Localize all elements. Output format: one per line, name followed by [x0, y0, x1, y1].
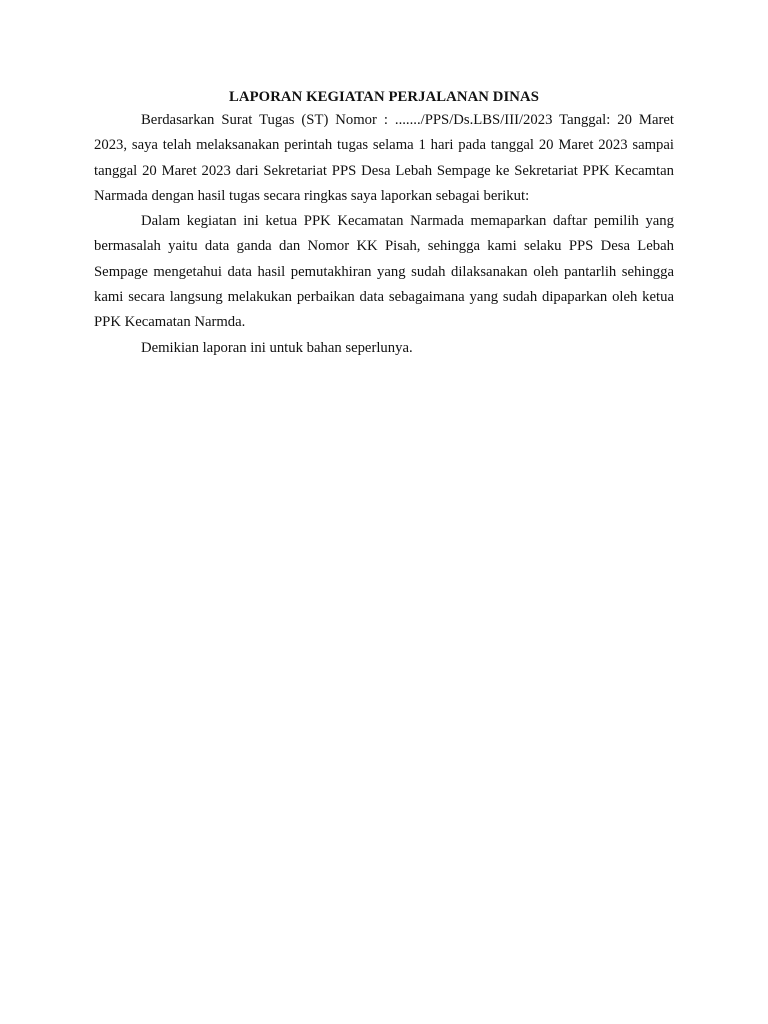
paragraph-penutup: Demikian laporan ini untuk bahan seperlunya.: [141, 339, 413, 356]
paragraph-kegiatan: Dalam kegiatan ini ketua PPK Kecamatan Narmada memaparkan daftar pemilih yang bermasalah yaitu data ganda dan Nomor KK Pisah, sehingga kami selaku PPS Desa Lebah Sempage mengetahui data hasil pemutakhiran yang sudah dilaksanakan oleh pantarlih sehingga kami secara langsung melakukan perbaikan data sebagaimana yang sudah dipaparkan oleh ketua PPK Kecamatan Narmda.: [94, 213, 674, 331]
document-title: LAPORAN KEGIATAN PERJALANAN DINAS: [229, 89, 539, 105]
paragraph-surat-tugas: Berdasarkan Surat Tugas (ST) Nomor : ......./PPS/Ds.LBS/III/2023 Tanggal: 20 Maret 2023, saya telah melaksanakan perintah tugas selama 1 hari pada tanggal 20 Maret 2023 sampai tanggal 20 Maret 2023 dari Sekretariat PPS Desa Lebah Sempage ke Sekretariat PPK Kecamtan Narmada dengan hasil tugas secara ringkas saya laporkan sebagai berikut:: [94, 112, 674, 204]
document-body: [94, 86, 674, 361]
